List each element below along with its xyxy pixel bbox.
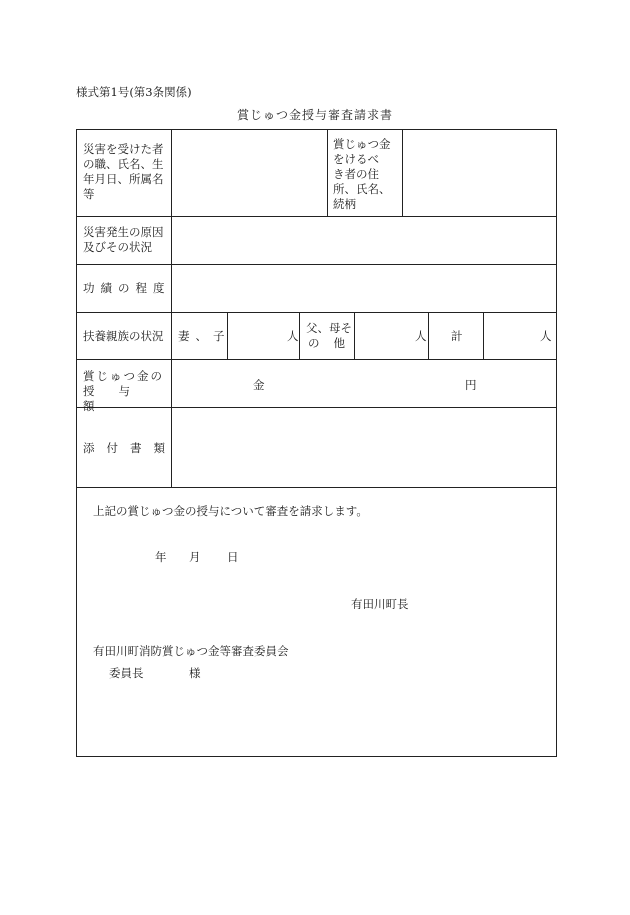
row-divider	[77, 216, 556, 217]
recipient-label-line: 続柄	[333, 197, 356, 211]
victim-value[interactable]	[178, 134, 326, 214]
recipient-label-line: をけるべ	[333, 152, 379, 166]
dependents-label: 扶養親族の状況	[83, 329, 164, 343]
victim-label-line: 年月日、所属名	[83, 172, 164, 186]
label-column-divider	[171, 130, 172, 487]
column-divider	[428, 312, 429, 359]
date-year: 年	[155, 550, 167, 564]
honorific: 様	[189, 666, 201, 680]
spouse-child-label: 妻、子	[178, 329, 231, 343]
amount-label-line: 授与額	[83, 384, 154, 413]
parents-other-unit: 人	[415, 329, 427, 343]
amount-label	[83, 369, 165, 414]
parents-other-label-line: の他	[308, 336, 359, 350]
row-divider	[77, 264, 556, 265]
cause-label-line: 及びその状況	[83, 240, 152, 254]
page-title: 賞じゅつ金授与審査請求書	[236, 108, 393, 122]
parents-other-label	[306, 321, 359, 351]
cause-label	[83, 225, 164, 255]
victim-label	[83, 142, 164, 202]
date-month: 月	[189, 550, 201, 564]
total-unit: 人	[540, 329, 552, 343]
request-text: 上記の賞じゅつ金の授与について審査を請求します。	[93, 504, 368, 518]
row-divider	[77, 359, 556, 360]
parents-other-label-line: 父、母そ	[306, 321, 352, 335]
attachments-label: 添付書類	[83, 441, 177, 455]
form-number: 様式第1号(第3条関係)	[76, 85, 192, 99]
chair-label: 委員長	[109, 666, 144, 680]
row-divider	[77, 487, 556, 488]
attachments-value[interactable]	[178, 413, 552, 483]
recipient-label-line: き者の住	[333, 167, 379, 181]
form-table	[76, 129, 557, 757]
cause-value[interactable]	[178, 220, 552, 260]
victim-label-line: 等	[83, 187, 95, 201]
recipient-label	[333, 137, 391, 212]
merit-value[interactable]	[178, 268, 552, 308]
date-day: 日	[227, 550, 239, 564]
mayor-name: 有田川町長	[351, 597, 409, 611]
row-divider	[77, 312, 556, 313]
victim-label-line: の職、氏名、生	[83, 157, 164, 171]
spouse-child-unit: 人	[287, 329, 299, 343]
amount-label-line: 賞じゅつ金の	[83, 369, 164, 383]
recipient-label-line: 賞じゅつ金	[333, 137, 391, 151]
column-divider	[327, 130, 328, 216]
recipient-label-line: 所、氏名、	[333, 182, 391, 196]
column-divider	[483, 312, 484, 359]
amount-suffix: 円	[465, 378, 477, 392]
total-label: 計	[451, 329, 463, 343]
amount-prefix: 金	[253, 378, 265, 392]
committee-name: 有田川町消防賞じゅつ金等審査委員会	[93, 644, 289, 658]
recipient-value[interactable]	[408, 134, 552, 214]
column-divider	[299, 312, 300, 359]
victim-label-line: 災害を受けた者	[83, 142, 164, 156]
cause-label-line: 災害発生の原因	[83, 225, 164, 239]
column-divider	[402, 130, 403, 216]
merit-label: 功績の程度	[83, 281, 171, 295]
